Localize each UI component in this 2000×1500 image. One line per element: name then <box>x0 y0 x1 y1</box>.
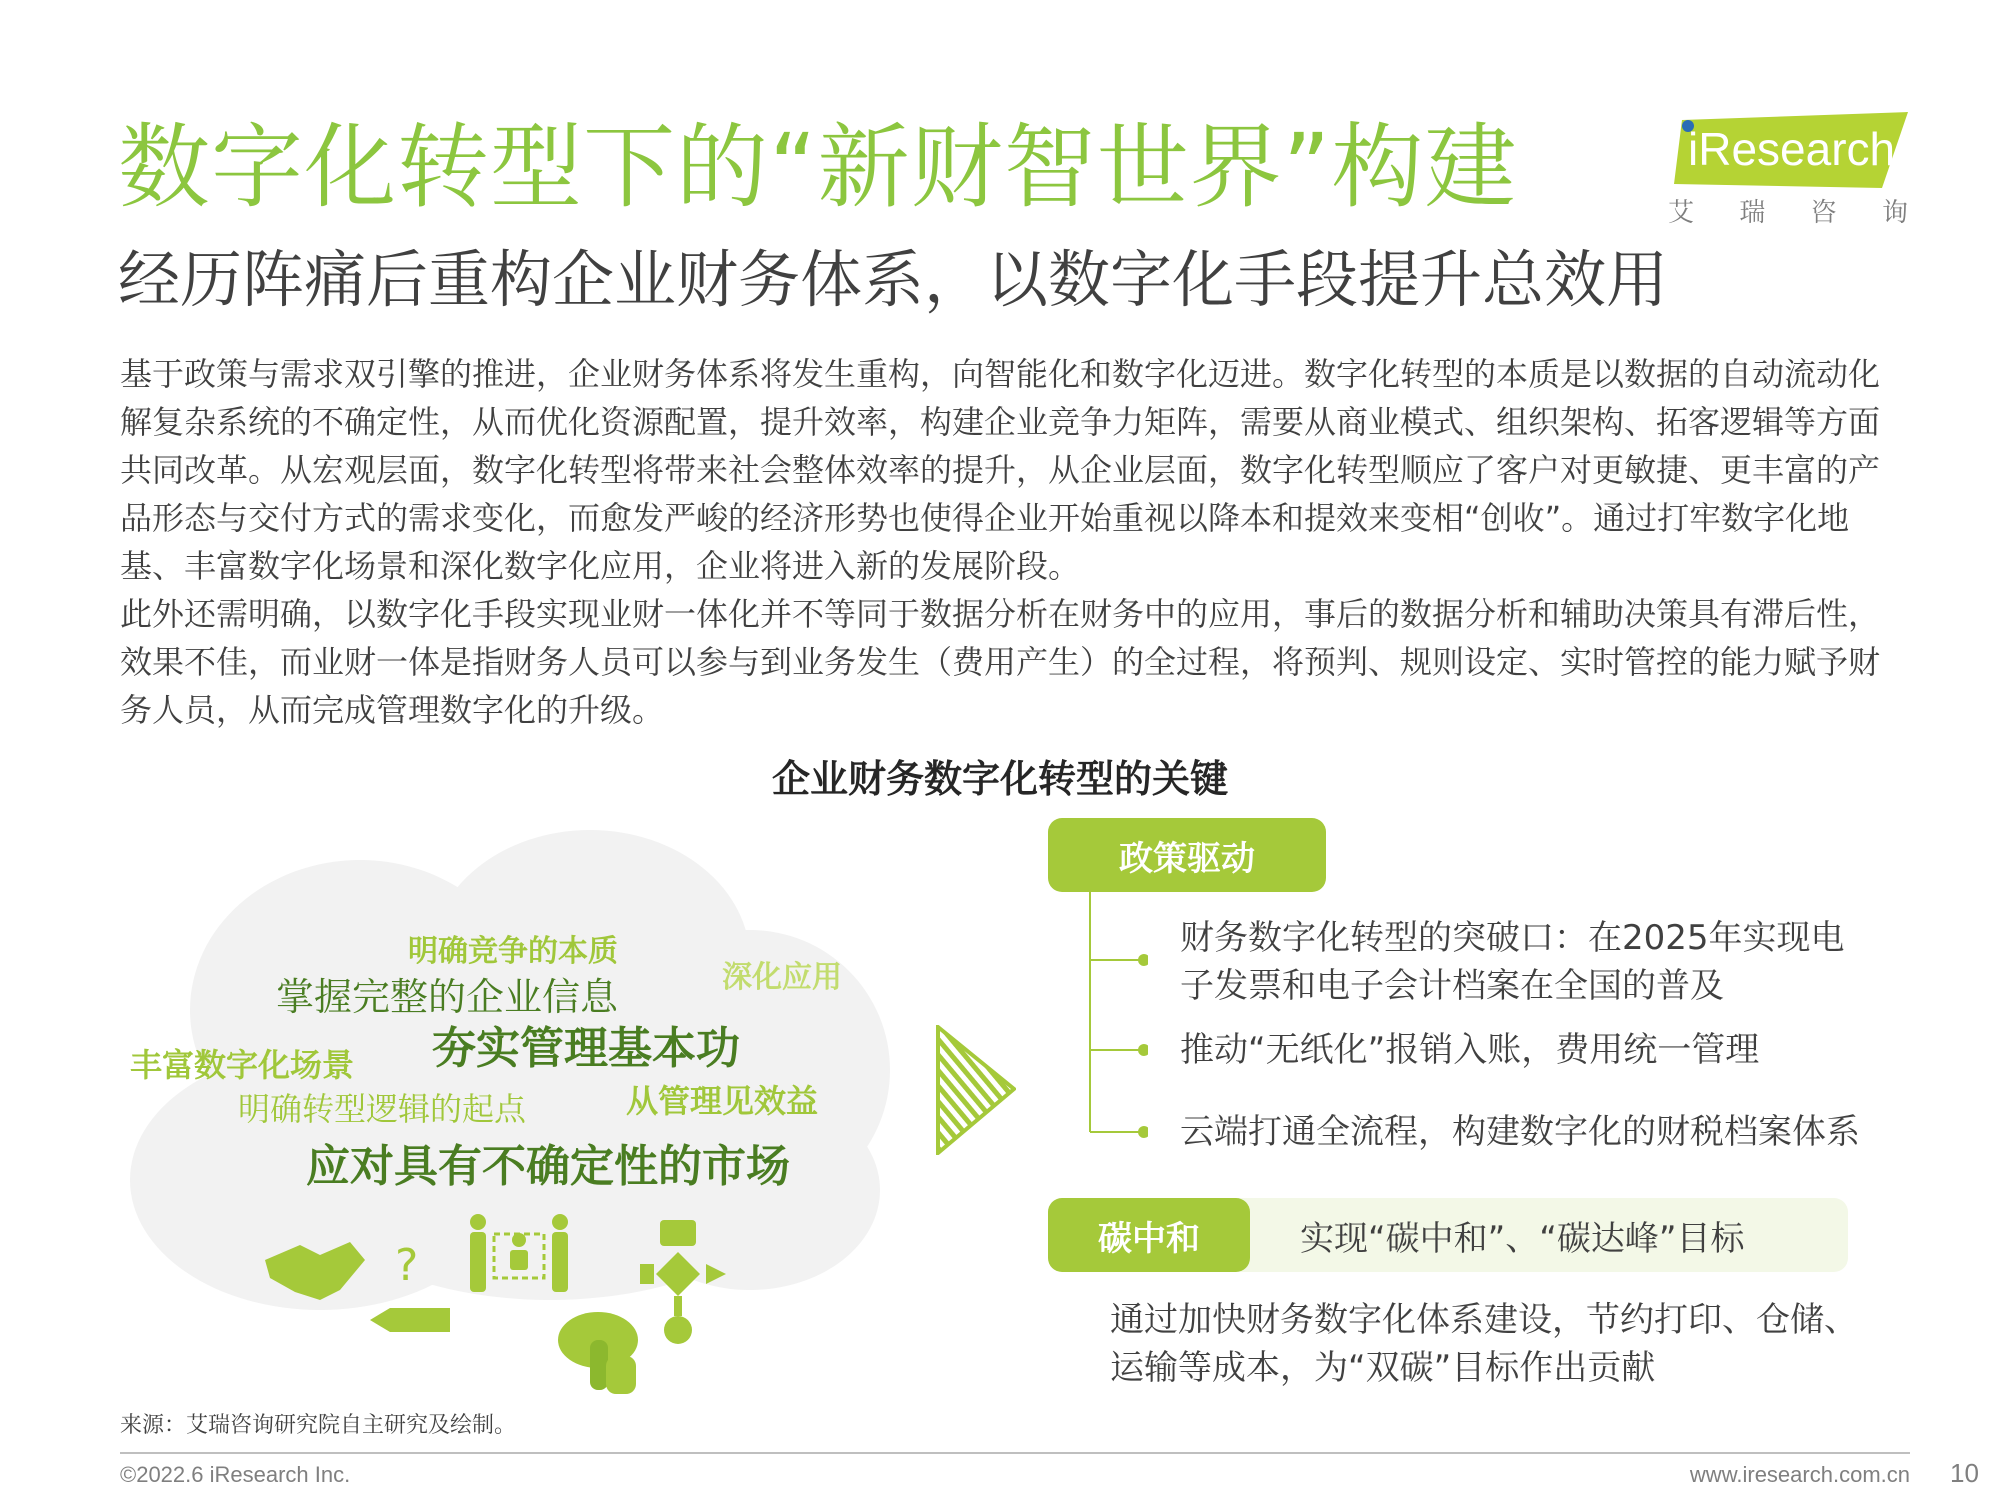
cloud-keyword: 丰富数字化场景 <box>130 1046 355 1084</box>
cloud-touch-icon <box>550 1300 650 1400</box>
logo-cn-char: 咨 <box>1810 198 1837 228</box>
footer-divider <box>120 1452 1910 1454</box>
svg-text:?: ? <box>395 1240 419 1291</box>
cloud-keyword: 深化应用 <box>722 960 842 995</box>
copyright: ©2022.6 iResearch Inc. <box>120 1462 351 1487</box>
policy-driver-label: 政策驱动 <box>1048 818 1326 892</box>
logo-brand-text: iResearch <box>1688 123 1896 175</box>
page-number: 10 <box>1950 1458 1979 1488</box>
cloud-keyword: 从管理见效益 <box>626 1082 819 1120</box>
policy-tree-connector <box>1088 890 1148 1140</box>
source-note: 来源：艾瑞咨询研究院自主研究及绘制。 <box>120 1413 517 1438</box>
cloud-keyword: 明确转型逻辑的起点 <box>238 1090 527 1128</box>
question-direction-icon <box>360 1240 460 1350</box>
page-subtitle: 经历阵痛后重构企业财务体系，以数字化手段提升总效用 <box>118 243 1669 316</box>
body-paragraph-1: 基于政策与需求双引擎的推进，企业财务体系将发生重构，向智能化和数字化迈进。数字化转型的本质是以数据的自动流动化解复杂系统的不确定性，从而优化资源配置，提升效率，构建企业竞争力矩阵，需要从商业模式、组织架构、拓客逻辑等方面共同改革。从宏观层面，数字化转型将带来社会整体效率的提升，从企业层面，数字化转型顺应了客户对更敏捷、更丰富的产品形态与交付方式的需求变化，而愈发严峻的经济形势也使得企业开始重视以降本和提效来变相“创收”。通过打牢数字化地基、丰富数字化场景和深化数字化应用，企业将进入新的发展阶段。 <box>120 355 1881 585</box>
policy-bullet: 推动“无纸化”报销入账，费用统一管理 <box>1180 1030 1760 1070</box>
body-text <box>120 350 1910 734</box>
logo-cn-text <box>1668 192 1908 229</box>
page-title: 数字化转型下的“新财智世界”构建 <box>118 114 1518 221</box>
logo-cn-char: 瑞 <box>1739 198 1766 228</box>
handshake-icon <box>260 1230 370 1310</box>
carbon-description: 通过加快财务数字化体系建设，节约打印、仓储、运输等成本，为“双碳”目标作出贡献 <box>1110 1300 1858 1388</box>
iresearch-logo <box>1668 112 1908 188</box>
logo-cn-char: 询 <box>1881 198 1908 228</box>
keyword-cloud <box>130 800 900 1320</box>
section-title: 企业财务数字化转型的关键 <box>771 757 1228 801</box>
cloud-keyword: 明确竞争的本质 <box>408 934 618 969</box>
carbon-neutral-label: 碳中和 <box>1048 1198 1250 1272</box>
carbon-goal-text: 实现“碳中和”、“碳达峰”目标 <box>1300 1218 1745 1259</box>
cloud-keyword: 掌握完整的企业信息 <box>276 975 619 1019</box>
cloud-keyword: 应对具有不确定性的市场 <box>306 1141 790 1192</box>
policy-bullet: 财务数字化转型的突破口：在2025年实现电子发票和电子会计档案在全国的普及 <box>1180 918 1845 1006</box>
logo-cn-char: 艾 <box>1668 198 1695 228</box>
striped-arrow-icon <box>936 1025 1016 1155</box>
team-meeting-icon <box>460 1210 580 1300</box>
policy-bullet: 云端打通全流程，构建数字化的财税档案体系 <box>1180 1112 1860 1152</box>
website-link[interactable]: www.iresearch.com.cn <box>1689 1462 1910 1487</box>
body-paragraph-2: 此外还需明确，以数字化手段实现业财一体化并不等同于数据分析在财务中的应用，事后的数据分析和辅助决策具有滞后性，效果不佳，而业财一体是指财务人员可以参与到业务发生（费用产生）的全过程，将预判、规则设定、实时管控的能力赋予财务人员，从而完成管理数字化的升级。 <box>120 595 1881 729</box>
cloud-keyword: 夯实管理基本功 <box>432 1023 740 1074</box>
flowchart-icon <box>640 1220 730 1350</box>
